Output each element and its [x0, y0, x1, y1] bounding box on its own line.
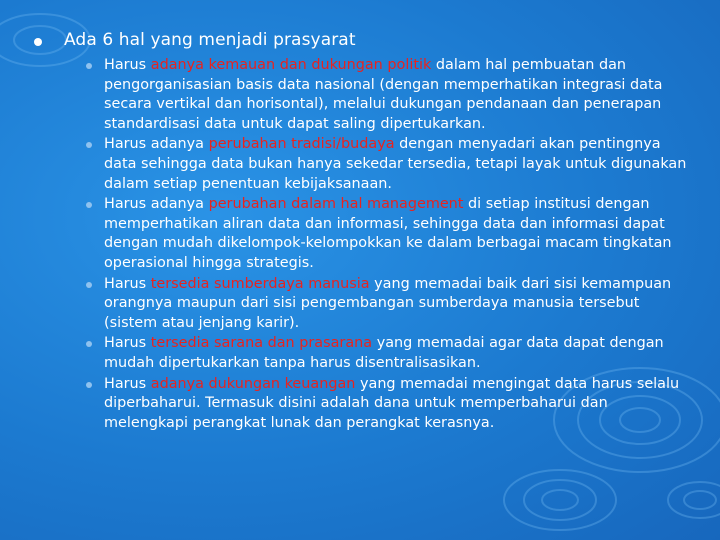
bullet-icon [86, 63, 92, 69]
bullet-icon [86, 282, 92, 288]
item-text: Harus tersedia sarana dan prasarana yang memadai agar data dapat dengan mudah dipertukarkan tanpa harus disentralisasikan. [104, 335, 664, 371]
list-item [86, 195, 688, 273]
item-text: Harus adanya perubahan dalam hal management di setiap institusi dengan memperhatikan aliran data dan informasi, sehingga data dan informasi dapat dengan mudah dikelompok-kelompokkan ke dalam berbagai macam tingkatan operasional hingga strategis. [104, 196, 672, 271]
item-text: Harus adanya kemauan dan dukungan politik dalam hal pembuatan dan pengorganisasian basis data nasional (dengan memperhatikan integrasi data secara vertikal dan horisontal), melalui dukungan pendanaan dan penerapan standardisasi data untuk dapat saling dipertukarkan. [104, 57, 663, 132]
main-bullet-icon [34, 38, 42, 46]
main-point [28, 28, 688, 52]
item-text: Harus adanya dukungan keuangan yang memadai mengingat data harus selalu diperbaharui. Termasuk disini adalah dana untuk memperbaharui dan melengkapi perangkat lunak dan perangkat kerasnya. [104, 375, 680, 431]
list-item [86, 56, 688, 134]
item-text: Harus tersedia sumberdaya manusia yang memadai baik dari sisi kemampuan orangnya maupun dari sisi pengembangan sumberdaya manusia tersebut (sistem atau jenjang karir). [104, 275, 672, 331]
list-item [86, 334, 688, 373]
highlight-text: tersedia sumberdaya manusia [150, 275, 370, 292]
bullet-icon [86, 202, 92, 208]
highlight-text: adanya kemauan dan dukungan politik [150, 57, 432, 73]
list-item [86, 275, 688, 334]
list-item [86, 375, 688, 434]
bullet-icon [86, 382, 92, 388]
highlight-text: perubahan tradisi/budaya [208, 136, 395, 153]
bullet-icon [86, 142, 92, 148]
highlight-text: tersedia sarana dan prasarana [150, 335, 373, 352]
prerequisite-list [28, 56, 688, 433]
bullet-icon [86, 341, 92, 347]
highlight-text: adanya dukungan keuangan [150, 375, 356, 392]
item-text: Harus adanya perubahan tradisi/budaya dengan menyadari akan pentingnya data sehingga data bukan hanya sekedar tersedia, tetapi layak untuk digunakan dalam setiap penentuan kebijaksanaan. [104, 136, 687, 192]
main-point-text: Ada 6 hal yang menjadi prasyarat [64, 30, 356, 50]
highlight-text: perubahan dalam hal management [208, 196, 464, 213]
list-item [86, 135, 688, 194]
slide-content [28, 28, 688, 434]
